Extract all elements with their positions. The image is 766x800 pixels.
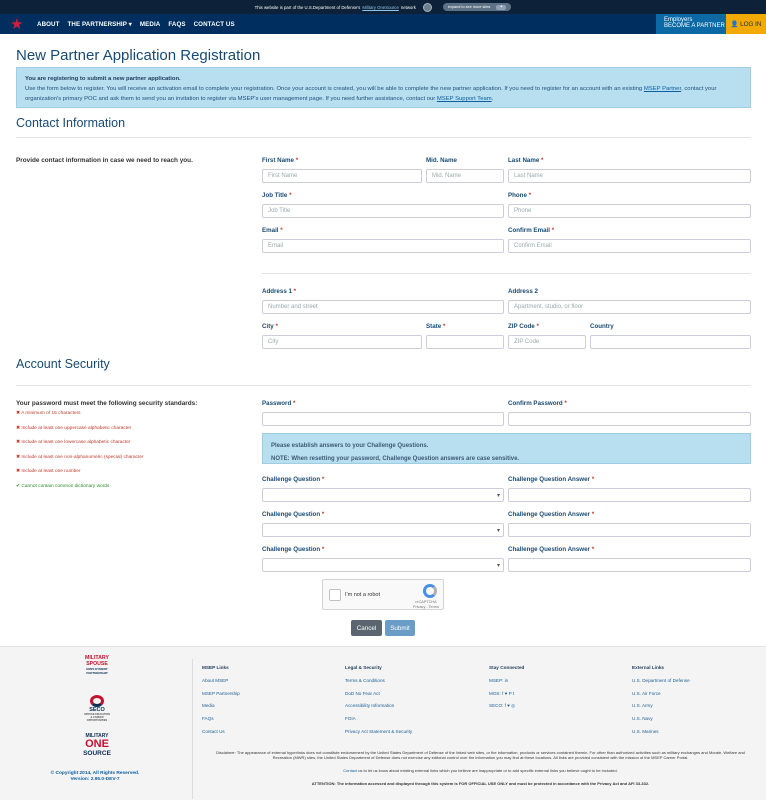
footer-link[interactable]: U.S. Marines xyxy=(632,728,659,734)
confirm-password-input[interactable] xyxy=(508,412,751,426)
address2-input[interactable]: Apartment, studio, or floor xyxy=(508,300,751,314)
nav-contact[interactable]: CONTACT US xyxy=(193,20,235,28)
footer-link[interactable]: Terms & Conditions xyxy=(345,677,385,683)
footer-link[interactable]: Media xyxy=(202,703,215,709)
footer-link[interactable]: Contact Us xyxy=(202,728,225,734)
nav-media[interactable]: MEDIA xyxy=(139,20,161,28)
password-rule: ✔ Cannot contain common dictionary words xyxy=(16,483,110,489)
page-title: New Partner Application Registration xyxy=(16,47,261,64)
challenge-answer-input[interactable] xyxy=(508,523,751,537)
military-onesource-link[interactable]: Military OneSource xyxy=(362,4,399,10)
security-heading: Account Security xyxy=(16,357,110,371)
city-label: City * xyxy=(262,323,278,330)
phone-input[interactable]: Phone xyxy=(508,204,751,218)
footer-link[interactable]: Privacy Act Statement & Security xyxy=(345,728,413,734)
become-partner-button[interactable]: Employers BECOME A PARTNER xyxy=(656,14,726,34)
state-select[interactable] xyxy=(426,335,504,349)
footer-social-links: Stay Connected MSEP: in MOS: f ♥ P t SECO: f ♥ ◎ xyxy=(489,662,524,713)
contact-link[interactable]: Contact xyxy=(343,768,358,773)
job-title-label: Job Title * xyxy=(262,192,292,199)
main-nav xyxy=(0,14,766,34)
recaptcha-icon xyxy=(423,584,437,598)
challenge-answer-label: Challenge Question Answer * xyxy=(508,546,595,553)
recaptcha-privacy-links[interactable]: Privacy - Terms xyxy=(412,604,439,609)
password-rules-desc: Your password must meet the following security standards: xyxy=(16,400,198,407)
msep-social-icons[interactable]: MSEP: in xyxy=(489,677,509,683)
challenge-answer-label: Challenge Question Answer * xyxy=(508,476,595,483)
zip-input[interactable]: ZIP Code xyxy=(508,335,586,349)
registration-info: You are registering to submit a new partner application. Use the form below to register. You will receive an activation email to complete your registration. Once your account is created, you will be able to complete the new partner application. If you need to register for an account with an existing MSEP Partner, contact your organization's primary POC and ask them to send you an invitation to register via MSEP's user management page. If you need further assistance, contact our MSEP Support Team. xyxy=(16,67,751,108)
country-select[interactable] xyxy=(590,335,751,349)
login-button[interactable]: 👤 LOG IN xyxy=(726,14,766,34)
first-name-input[interactable]: First Name xyxy=(262,169,422,183)
challenge-question-label: Challenge Question * xyxy=(262,476,325,483)
submit-button[interactable]: Submit xyxy=(385,620,415,636)
password-label: Password * xyxy=(262,400,296,407)
footer-link[interactable]: U.S. Air Force xyxy=(632,690,661,696)
last-name-input[interactable]: Last Name xyxy=(508,169,751,183)
footer-msep-links: MSEP Links About MSEP MSEP Partnership Media FAQs Contact Us xyxy=(202,662,240,739)
challenge-answer-label: Challenge Question Answer * xyxy=(508,511,595,518)
cancel-button[interactable]: Cancel xyxy=(351,620,382,636)
seco-emblem-icon xyxy=(90,695,104,707)
challenge-question-select[interactable] xyxy=(262,558,504,572)
last-name-label: Last Name * xyxy=(508,157,544,164)
contact-note: Contact us to let us know about existing external links which you believe are inappropriate or to add specific external links you believe ought to be included. xyxy=(343,768,618,773)
msep-star-logo[interactable]: ★ xyxy=(10,16,24,33)
footer-link[interactable]: Accessibility Information xyxy=(345,703,395,709)
password-rules-list xyxy=(16,407,144,494)
version: Version: 2.95.0-DEV-7 xyxy=(70,776,120,782)
recaptcha-checkbox[interactable] xyxy=(329,589,341,601)
state-label: State * xyxy=(426,323,446,330)
password-rule: ✖ Include at least one number xyxy=(16,469,81,474)
password-rule: ✖ Include at least one lowercase alphabetic character xyxy=(16,440,131,445)
seco-logo[interactable]: SECO SPOUSE EDUCATION & CAREER OPPORTUNITIES xyxy=(80,695,114,722)
confirm-password-label: Confirm Password * xyxy=(508,400,567,407)
email-label: Email * xyxy=(262,227,283,234)
footer-link[interactable]: U.S. Department of Defense xyxy=(632,677,690,683)
email-input[interactable]: Email xyxy=(262,239,504,253)
password-rule: ✖ A minimum of 15 characters xyxy=(16,411,81,416)
city-input[interactable]: City xyxy=(262,335,422,349)
nav-about[interactable]: ABOUT xyxy=(37,20,60,28)
address2-label: Address 2 xyxy=(508,288,538,295)
footer-link[interactable]: FOIA xyxy=(345,716,356,722)
footer-link[interactable]: DoD No Fear Act xyxy=(345,690,380,696)
seco-social-icons[interactable]: SECO: f ♥ ◎ xyxy=(489,703,516,709)
zip-label: ZIP Code * xyxy=(508,323,539,330)
country-label: Country xyxy=(590,323,614,330)
military-onesource-logo[interactable]: MILITARY ONE SOURCE xyxy=(83,733,111,757)
support-team-link[interactable]: MSEP Support Team xyxy=(436,96,492,102)
divider xyxy=(16,137,751,138)
msep-partner-link[interactable]: MSEP Partner xyxy=(643,86,682,92)
msep-logo[interactable]: MILITARY SPOUSE EMPLOYMENT PARTNERSHIP xyxy=(85,655,109,675)
nav-partnership[interactable]: THE PARTNERSHIP ▾ xyxy=(67,20,132,28)
contact-heading: Contact Information xyxy=(16,116,126,130)
divider xyxy=(262,273,751,274)
job-title-input[interactable]: Job Title xyxy=(262,204,504,218)
footer-link[interactable]: About MSEP xyxy=(202,677,229,683)
footer-link[interactable]: U.S. Army xyxy=(632,703,653,709)
phone-label: Phone * xyxy=(508,192,532,199)
globe-icon xyxy=(423,3,432,12)
footer-link[interactable]: FAQs xyxy=(202,716,214,722)
password-rule: ✖ Include at least one non-alphanumeric (special) character xyxy=(16,454,144,460)
recaptcha-label: I'm not a robot xyxy=(345,592,380,598)
mid-name-label: Mid. Name xyxy=(426,157,457,164)
attention-note: ATTENTION: The information accessed and displayed through this system is FOR OFFICIAL USE ONLY and must be protected in accordance with the Privacy Act and AFI 33-332. xyxy=(311,781,650,786)
confirm-email-input[interactable]: Confirm Email xyxy=(508,239,751,253)
password-input[interactable] xyxy=(262,412,504,426)
plus-icon: + xyxy=(496,5,506,10)
challenge-question-label: Challenge Question * xyxy=(262,546,325,553)
expand-sites-button[interactable]: expand to see more sites + xyxy=(443,3,511,11)
footer-link[interactable]: U.S. Navy xyxy=(632,716,653,722)
mid-name-input[interactable]: Mid. Name xyxy=(426,169,504,183)
challenge-answer-input[interactable] xyxy=(508,488,751,502)
address1-input[interactable]: Number and street xyxy=(262,300,504,314)
divider xyxy=(16,385,751,386)
nav-faqs[interactable]: FAQS xyxy=(168,20,186,28)
mos-social-icons[interactable]: MOS: f ♥ P t xyxy=(489,690,515,696)
address1-label: Address 1 * xyxy=(262,288,297,295)
challenge-question-select[interactable] xyxy=(262,488,504,502)
password-rule: ✖ Include at least one uppercase alphabetic character xyxy=(16,425,132,431)
footer-legal-links: Legal & Security Terms & Conditions DoD No Fear Act Accessibility Information FOIA Privacy Act Statement & Security xyxy=(345,662,412,739)
challenge-question-label: Challenge Question * xyxy=(262,511,325,518)
challenge-question-select[interactable] xyxy=(262,523,504,537)
challenge-info: Please establish answers to your Challenge Questions. NOTE: When resetting your password, Challenge Question answers are case sensitive. xyxy=(262,433,751,464)
first-name-label: First Name * xyxy=(262,157,299,164)
recaptcha-widget: I'm not a robot reCAPTCHA Privacy - Terms xyxy=(322,579,444,610)
contact-desc: Provide contact information in case we need to reach you. xyxy=(16,157,193,164)
copyright: © Copyright 2014, All Rights Reserved. Version: 2.95.0-DEV-7 xyxy=(40,771,150,782)
footer-link[interactable]: MSEP Partnership xyxy=(202,690,240,696)
confirm-email-label: Confirm Email * xyxy=(508,227,555,234)
footer-divider xyxy=(192,659,193,799)
disclaimer: Disclaimer: The appearance of external hyperlinks does not constitute endorsement by the United States Department of Defense of the linked web sites, or the information, products or services contained therein. For other than authorized activities such as military exchanges and Morale, Welfare and Recreation (MWR) sites, the United States Department of Defense does not exercise any editorial control over the information you may find at these locations. All links are provided consistent with the mission of the MSEP Career Portal. xyxy=(216,750,745,760)
footer-external-links: External Links U.S. Department of Defense U.S. Air Force U.S. Army U.S. Navy U.S. Marines xyxy=(632,662,690,739)
network-banner: This website is part of the U.S.Department of Defense's Military OneSource network expand to see more sites + xyxy=(0,0,766,14)
challenge-answer-input[interactable] xyxy=(508,558,751,572)
